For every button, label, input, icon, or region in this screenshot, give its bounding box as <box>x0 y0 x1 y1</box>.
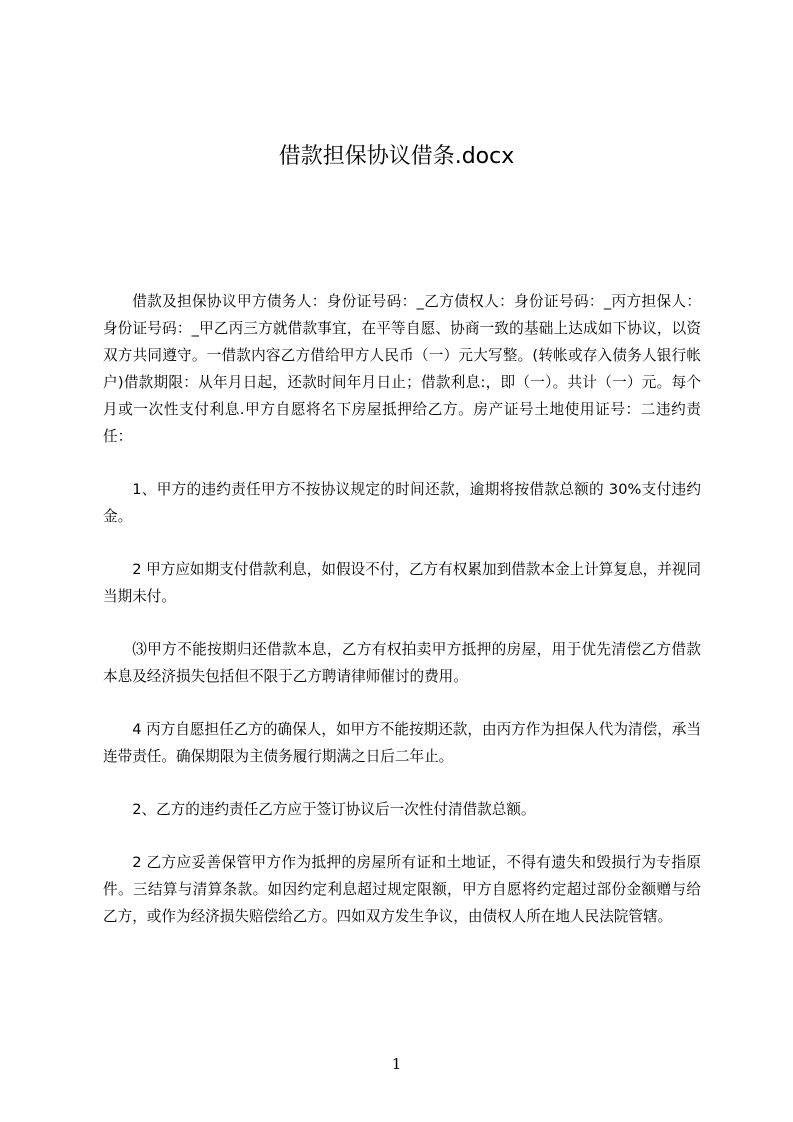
paragraph-auction-right: ⑶甲方不能按期归还借款本息，乙方有权拍卖甲方抵押的房屋，用于优先清偿乙方借款本息及经济损失包括但不限于乙方聘请律师催讨的费用。 <box>103 641 701 685</box>
paragraph-intro: 借款及担保协议甲方债务人：身份证号码：_乙方债权人：身份证号码：_丙方担保人：身份证号码：_甲乙丙三方就借款事宜，在平等自愿、协商一致的基础上达成如下协议，以资双方共同遵守。一借款内容乙方借给甲方人民币（一）元大写整。(转帐或存入债务人银行帐户)借款期限：从年月日起，还款时间年月日止；借款利息:，即（一）。共计（一）元。每个月或一次性支付利息.甲方自愿将名下房屋抵押给乙方。房产证号土地使用证号：二违约责任： <box>103 293 701 445</box>
paragraph-guarantor: 4 丙方自愿担任乙方的确保人，如甲方不能按期还款，由丙方作为担保人代为清偿，承当连带责任。确保期限为主债务履行期满之日后二年止。 <box>103 721 701 765</box>
paragraph-party-a-liability: 1、甲方的违约责任甲方不按协议规定的时间还款，逾期将按借款总额的 30%支付违约金。 <box>103 481 701 525</box>
paragraph-settlement: 2 乙方应妥善保管甲方作为抵押的房屋所有证和土地证，不得有遗失和毁损行为专指原件。三结算与清算条款。如因约定利息超过规定限额，甲方自愿将约定超过部份金额赠与给乙方，或作为经济损失赔偿给乙方。四如双方发生争议，由债权人所在地人民法院管辖。 <box>103 854 701 925</box>
paragraph-party-b-liability: 2、乙方的违约责任乙方应于签订协议后一次性付清借款总额。 <box>132 801 536 818</box>
page-number: 1 <box>391 1055 402 1073</box>
document-body <box>103 288 701 956</box>
paragraph-interest-payment: 2 甲方应如期支付借款利息，如假设不付，乙方有权累加到借款本金上计算复息，并视同当期未付。 <box>103 561 701 605</box>
document-title: 借款担保协议借条.docx <box>278 144 515 169</box>
